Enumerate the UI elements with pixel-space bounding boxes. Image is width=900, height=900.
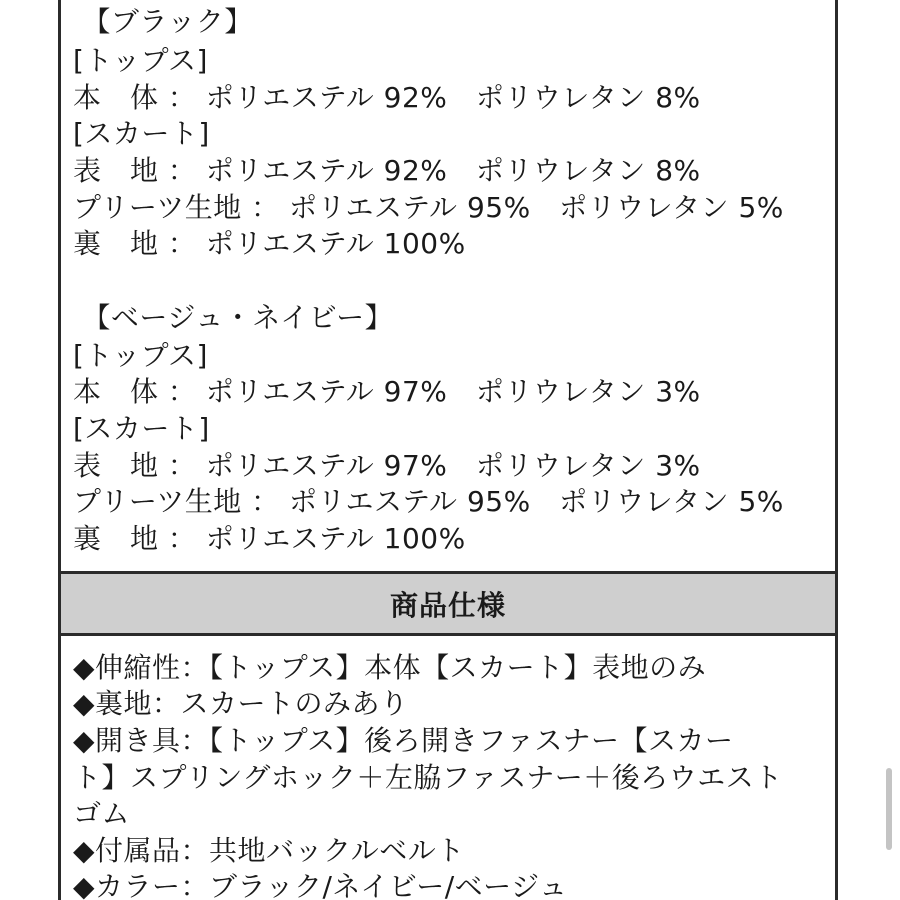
spec-line-accessories: ◆付属品：共地バックルベルト bbox=[73, 834, 465, 867]
black-skirt-label: [スカート] bbox=[73, 117, 210, 150]
beige-navy-skirt-pleats: プリーツ生地 ： ポリエステル 95% ポリウレタン 5% bbox=[73, 485, 784, 518]
beige-navy-skirt-lining: 裏 地 ： ポリエステル 100% bbox=[73, 522, 466, 555]
material-section bbox=[61, 0, 835, 574]
black-skirt-pleats: プリーツ生地 ： ポリエステル 95% ポリウレタン 5% bbox=[73, 191, 784, 224]
spec-line-closure-end: ゴム bbox=[73, 797, 131, 830]
spec-section bbox=[61, 636, 835, 900]
spec-line-colors: ◆カラー：ブラック/ネイビー/ベージュ bbox=[73, 870, 568, 900]
spec-title: 商品仕様 bbox=[389, 588, 506, 622]
scrollbar-thumb[interactable] bbox=[886, 768, 892, 850]
black-tops-body: 本 体 ： ポリエステル 92% ポリウレタン 8% bbox=[73, 81, 701, 114]
black-tops-label: [トップス] bbox=[73, 44, 208, 77]
spec-line-stretch: ◆伸縮性：【トップス】本体【スカート】表地のみ bbox=[73, 651, 707, 684]
black-heading: 【ブラック】 bbox=[73, 5, 253, 38]
beige-navy-tops-body: 本 体 ： ポリエステル 97% ポリウレタン 3% bbox=[73, 375, 701, 408]
black-skirt-outer: 表 地 ： ポリエステル 92% ポリウレタン 8% bbox=[73, 154, 701, 187]
beige-navy-skirt-label: [スカート] bbox=[73, 412, 210, 445]
beige-navy-skirt-outer: 表 地 ： ポリエステル 97% ポリウレタン 3% bbox=[73, 449, 701, 482]
black-skirt-lining: 裏 地 ： ポリエステル 100% bbox=[73, 227, 466, 260]
beige-navy-heading: 【ベージュ・ネイビー】 bbox=[73, 301, 394, 334]
spec-line-closure: ◆開き具：【トップス】後ろ開きファスナー【スカー bbox=[73, 724, 734, 757]
spec-line-closure-cont: ト】スプリングホック＋左脇ファスナー＋後ろウエスト bbox=[73, 761, 783, 794]
spec-header bbox=[61, 574, 835, 636]
detail-table bbox=[58, 0, 838, 900]
beige-navy-tops-label: [トップス] bbox=[73, 339, 208, 372]
spec-line-lining: ◆裏地：スカートのみあり bbox=[73, 687, 409, 720]
